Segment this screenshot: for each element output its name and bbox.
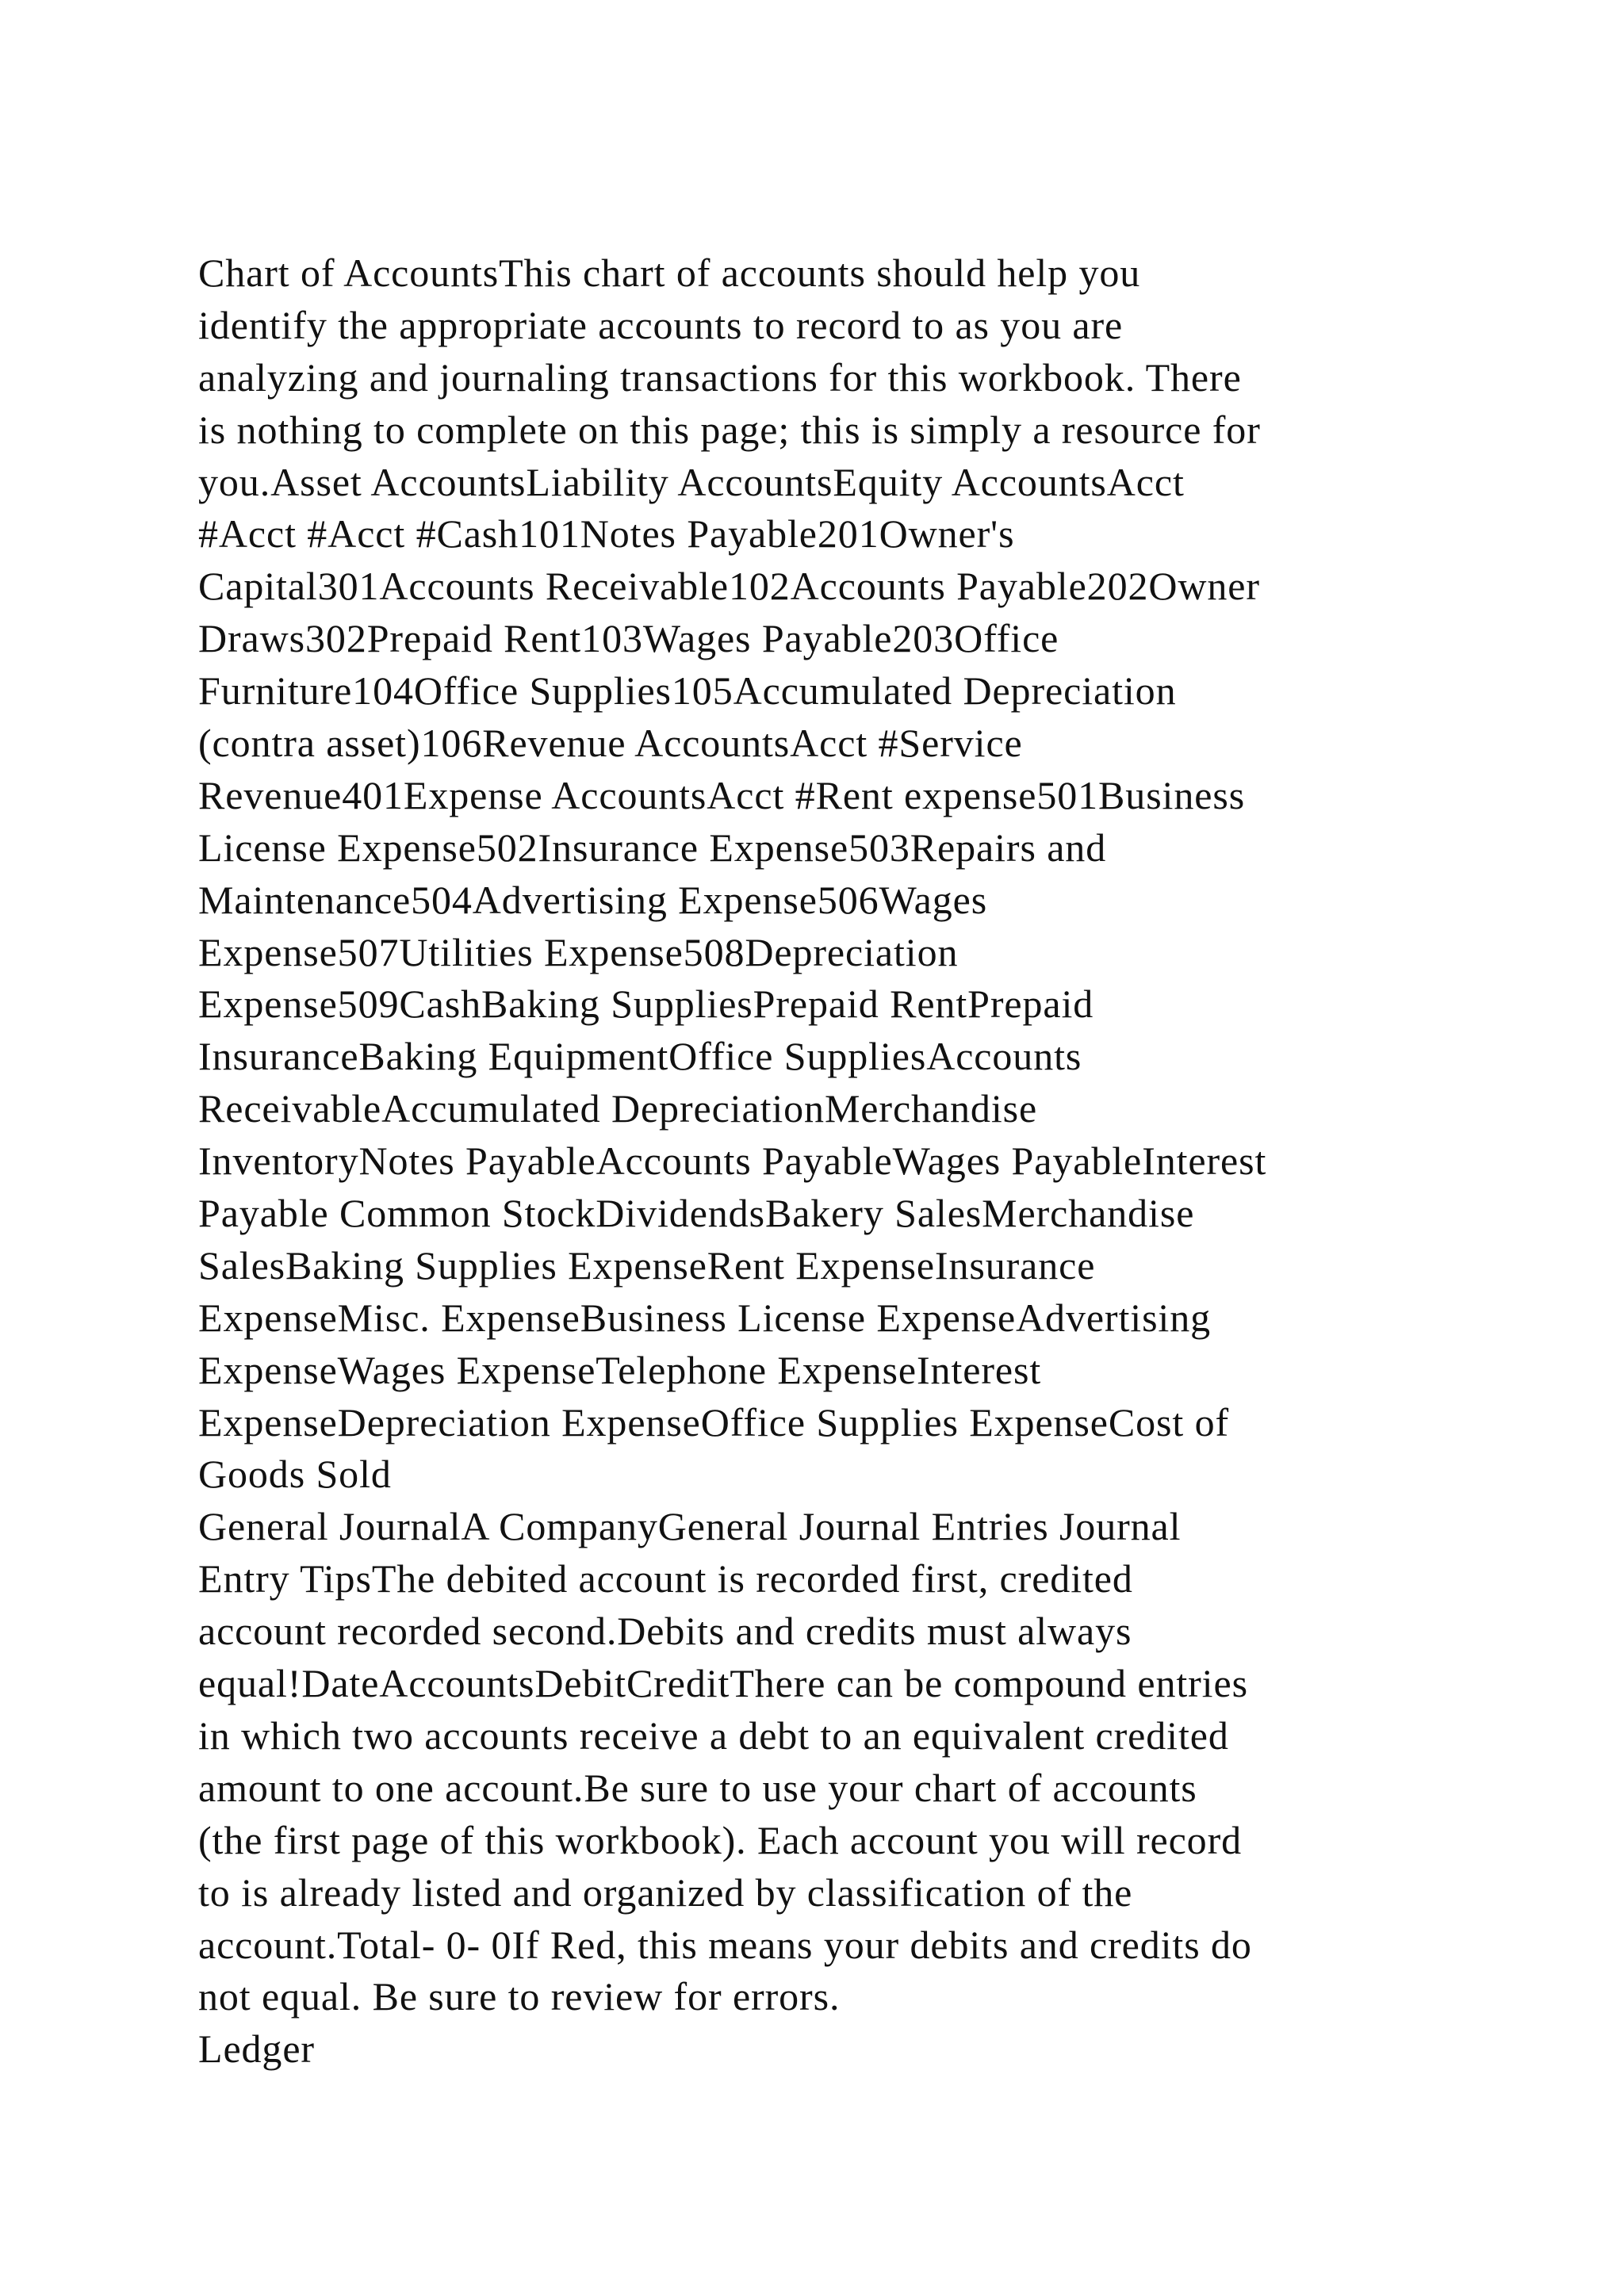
text-line-1: Chart of AccountsThis chart of accounts should help you xyxy=(198,251,1141,295)
text-line-25: General JournalA CompanyGeneral Journal Entries Journal xyxy=(198,1504,1182,1549)
text-line-27: account recorded second.Debits and credits must always xyxy=(198,1609,1132,1654)
text-line-5: you.Asset AccountsLiability AccountsEquity AccountsAcct xyxy=(198,459,1185,504)
text-line-8: Draws302Prepaid Rent103Wages Payable203Office xyxy=(198,616,1059,661)
text-line-35: Ledger xyxy=(198,2026,315,2072)
text-line-15: Expense509CashBaking SuppliesPrepaid RentPrepaid xyxy=(198,982,1094,1027)
text-line-24: Goods Sold xyxy=(198,1452,392,1497)
text-line-9: Furniture104Office Supplies105Accumulated Depreciation xyxy=(198,668,1177,714)
text-line-22: ExpenseWages ExpenseTelephone ExpenseInterest xyxy=(198,1347,1042,1392)
text-line-28: equal!DateAccountsDebitCreditThere can be compound entries xyxy=(198,1661,1248,1706)
text-line-31: (the first page of this workbook). Each account you will record xyxy=(198,1817,1243,1862)
text-line-3: analyzing and journaling transactions for this workbook. There xyxy=(198,354,1242,400)
text-line-21: ExpenseMisc. ExpenseBusiness License ExpenseAdvertising xyxy=(198,1295,1212,1340)
text-line-26: Entry TipsThe debited account is recorded first, credited xyxy=(198,1556,1133,1601)
text-line-7: Capital301Accounts Receivable102Accounts Payable202Owner xyxy=(198,564,1260,609)
text-line-19: Payable Common StockDividendsBakery SalesMerchandise xyxy=(198,1191,1195,1236)
text-line-34: not equal. Be sure to review for errors. xyxy=(198,1974,841,2019)
text-line-12: License Expense502Insurance Expense503Repairs and xyxy=(198,825,1107,870)
text-line-13: Maintenance504Advertising Expense506Wages xyxy=(198,877,988,922)
text-line-23: ExpenseDepreciation ExpenseOffice Supplies ExpenseCost of xyxy=(198,1399,1230,1445)
text-line-6: #Acct #Acct #Cash101Notes Payable201Owner's xyxy=(198,511,1015,557)
text-line-2: identify the appropriate accounts to record to as you are xyxy=(198,302,1124,347)
text-line-20: SalesBaking Supplies ExpenseRent ExpenseInsurance xyxy=(198,1242,1096,1288)
text-line-32: to is already listed and organized by classification of the xyxy=(198,1869,1133,1915)
text-line-4: is nothing to complete on this page; this is simply a resource for xyxy=(198,407,1261,452)
text-line-11: Revenue401Expense AccountsAcct #Rent expense501Business xyxy=(198,772,1246,817)
document-body xyxy=(198,247,1451,2076)
text-line-30: amount to one account.Be sure to use your chart of accounts xyxy=(198,1765,1197,1810)
text-line-14: Expense507Utilities Expense508Depreciation xyxy=(198,929,959,974)
text-line-16: InsuranceBaking EquipmentOffice SuppliesAccounts xyxy=(198,1034,1082,1079)
text-line-33: account.Total- 0- 0If Red, this means your debits and credits do xyxy=(198,1922,1252,1967)
text-line-29: in which two accounts receive a debt to an equivalent credited xyxy=(198,1712,1229,1758)
text-line-18: InventoryNotes PayableAccounts PayableWages PayableInterest xyxy=(198,1138,1267,1184)
text-line-10: (contra asset)106Revenue AccountsAcct #Service xyxy=(198,721,1023,766)
text-line-17: ReceivableAccumulated DepreciationMerchandise xyxy=(198,1086,1038,1131)
